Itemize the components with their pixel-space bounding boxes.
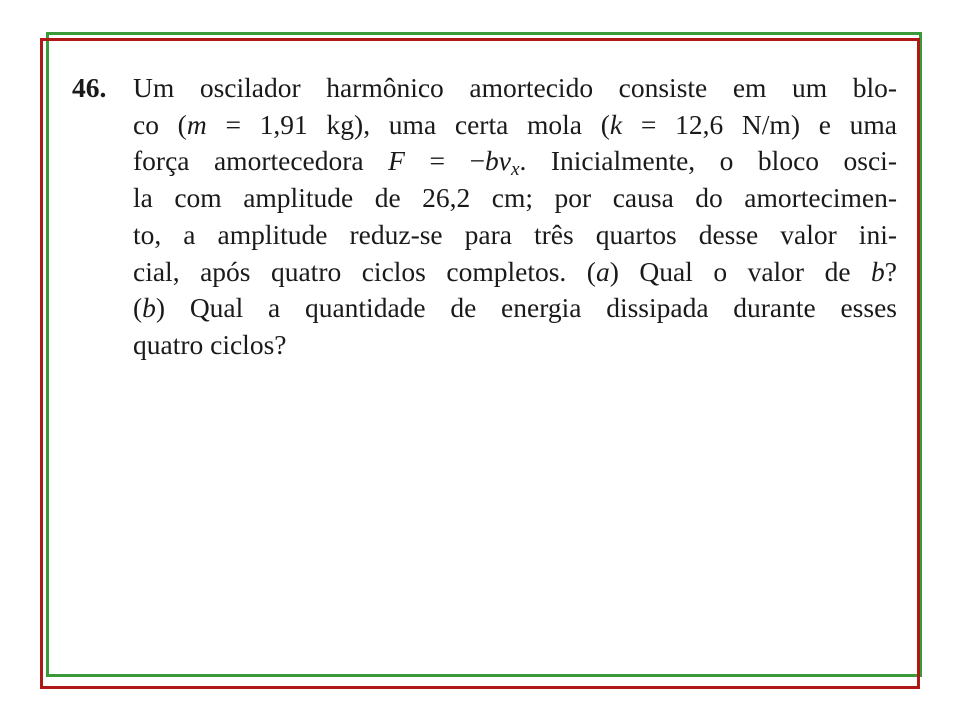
problem-line-1: Um oscilador harmônico amortecido consiste em um blo- (133, 72, 897, 103)
problem-line-2: co (m = 1,91 kg), uma certa mola (k = 12,6 N/m) e uma (133, 108, 897, 140)
problem-number: 46. (72, 72, 107, 103)
problem-line-5: to, a amplitude reduz-se para três quartos desse valor ini- (133, 218, 897, 250)
problem-line-3: força amortecedora $F = -bv_x$. Inicialmente, o bloco osci- (133, 145, 897, 181)
problem-text (133, 70, 897, 364)
problem-line-6: cial, após quatro ciclos completos. (a) Qual o valor de b? (133, 255, 897, 287)
problem-line-4: la com amplitude de 26,2 cm; por causa do amortecimen- (133, 182, 897, 214)
problem-line-7: (b) Qual a quantidade de energia dissipada durante esses (133, 292, 897, 324)
problem-line-8: quatro ciclos? (133, 328, 287, 360)
